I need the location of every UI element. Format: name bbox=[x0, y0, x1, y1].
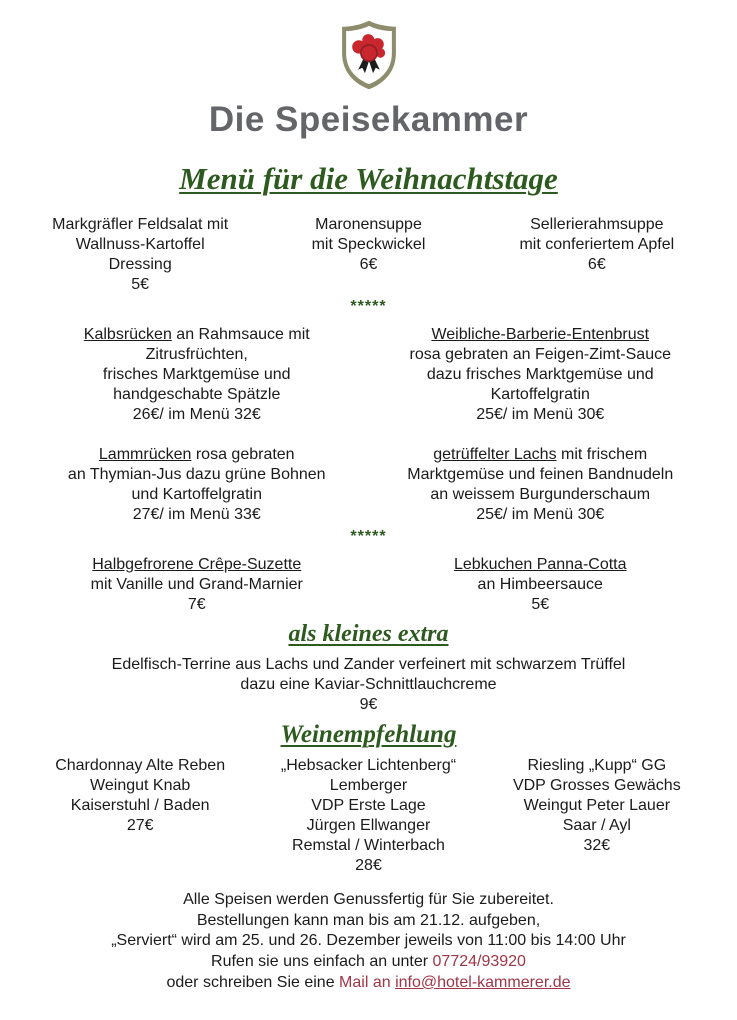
dish-price: 5€ bbox=[131, 275, 150, 293]
footer-line-serving-times: „Serviert“ wird am 25. und 26. Dezember jeweils von 11:00 bis 14:00 Uhr bbox=[111, 932, 626, 950]
wine-heading: Weinempfehlung bbox=[280, 720, 457, 748]
phone-prefix: Rufen sie uns einfach an unter bbox=[211, 953, 429, 971]
main-item-lammruecken bbox=[30, 445, 364, 525]
wine-line: Chardonnay Alte Reben bbox=[55, 756, 226, 774]
shield-roses-crest-icon bbox=[335, 18, 403, 92]
mail-prefix: oder schreiben Sie eine bbox=[166, 973, 335, 991]
footer-line-phone bbox=[30, 952, 707, 973]
dish-line bbox=[30, 555, 364, 575]
mains-grid bbox=[30, 325, 707, 525]
dish-line: Sellerierahmsuppe bbox=[530, 215, 664, 233]
dish-price: 26€/ im Menü 32€ bbox=[132, 405, 261, 423]
dish-line bbox=[30, 325, 364, 345]
dish-name: getrüffelter Lachs bbox=[433, 445, 557, 463]
dish-line: dazu frisches Marktgemüse und bbox=[426, 365, 654, 383]
dish-price: 25€/ im Menü 30€ bbox=[476, 405, 605, 423]
dish-line: an weissem Burgunderschaum bbox=[430, 485, 651, 503]
dish-price: 5€ bbox=[531, 595, 550, 613]
main-item-lachs bbox=[374, 445, 708, 525]
dish-line: Dressing bbox=[108, 255, 172, 273]
dish-line: Markgräfler Feldsalat mit bbox=[52, 215, 229, 233]
starter-item-maronensuppe bbox=[258, 215, 478, 295]
footer-line-preparation: Alle Speisen werden Genussfertig für Sie zubereitet. bbox=[183, 890, 554, 908]
wines-row bbox=[30, 756, 707, 876]
desserts-row bbox=[30, 555, 707, 615]
dish-price: 6€ bbox=[587, 255, 606, 273]
page-title: Die Speisekammer bbox=[208, 100, 529, 139]
menu-heading: Menü für die Weihnachtstage bbox=[179, 160, 558, 196]
wine-line: VDP Erste Lage bbox=[311, 796, 426, 814]
dish-line: an Thymian-Jus dazu grüne Bohnen bbox=[67, 465, 326, 483]
wine-price: 27€ bbox=[126, 816, 154, 834]
divider-stars: ***** bbox=[350, 297, 387, 315]
dish-line bbox=[374, 325, 708, 345]
dish-price: 25€/ im Menü 30€ bbox=[476, 505, 605, 523]
dessert-item-pannacotta bbox=[374, 555, 708, 615]
dish-line: Maronensuppe bbox=[315, 215, 422, 233]
wine-line: Weingut Peter Lauer bbox=[523, 796, 671, 814]
dish-price: 9€ bbox=[359, 695, 378, 713]
dish-price: 27€/ im Menü 33€ bbox=[132, 505, 261, 523]
email-link[interactable]: info@hotel-kammerer.de bbox=[395, 973, 571, 991]
wine-item-chardonnay bbox=[30, 756, 250, 876]
dish-line: mit Vanille und Grand-Marnier bbox=[90, 575, 303, 593]
dish-line: an Himbeersauce bbox=[477, 575, 603, 593]
dish-price: 7€ bbox=[187, 595, 206, 613]
dish-name-suffix: an Rahmsauce mit bbox=[176, 325, 310, 343]
dish-name: Halbgefrorene Crêpe-Suzette bbox=[92, 555, 302, 573]
dish-line: handgeschabte Spätzle bbox=[113, 385, 281, 403]
dish-line bbox=[374, 555, 708, 575]
footer-info bbox=[30, 890, 707, 994]
dish-name: Kalbsrücken bbox=[83, 325, 172, 343]
wine-line: Saar / Ayl bbox=[562, 816, 631, 834]
phone-number: 07724/93920 bbox=[432, 953, 526, 971]
wine-line: Lemberger bbox=[329, 776, 408, 794]
wine-line: Riesling „Kupp“ GG bbox=[527, 756, 667, 774]
dish-line: mit conferiertem Apfel bbox=[519, 235, 675, 253]
dish-name: Weibliche-Barberie-Entenbrust bbox=[431, 325, 650, 343]
dish-name: Lebkuchen Panna-Cotta bbox=[453, 555, 627, 573]
dish-line: Wallnuss-Kartoffel bbox=[75, 235, 205, 253]
footer-line-order-deadline: Bestellungen kann man bis am 21.12. aufgeben, bbox=[196, 911, 541, 929]
dish-line: Marktgemüse und feinen Bandnudeln bbox=[407, 465, 674, 483]
wine-line: Remstal / Winterbach bbox=[292, 836, 445, 854]
dish-line bbox=[374, 445, 708, 465]
divider-stars: ***** bbox=[350, 527, 387, 545]
dish-line: Kartoffelgratin bbox=[490, 385, 590, 403]
mail-label: Mail an bbox=[339, 973, 391, 991]
dish-line: frisches Marktgemüse und bbox=[102, 365, 291, 383]
wine-line: VDP Grosses Gewächs bbox=[512, 776, 681, 794]
main-item-entenbrust bbox=[374, 325, 708, 425]
dish-line: und Kartoffelgratin bbox=[131, 485, 262, 503]
dish-price: 6€ bbox=[359, 255, 378, 273]
wine-line: Kaiserstuhl / Baden bbox=[70, 796, 210, 814]
wine-line: Jürgen Ellwanger bbox=[306, 816, 431, 834]
dish-name-suffix: rosa gebraten bbox=[195, 445, 295, 463]
dish-line: dazu eine Kaviar-Schnittlauchcreme bbox=[240, 675, 497, 693]
dish-line bbox=[30, 445, 364, 465]
dish-line: Zitrusfrüchten, bbox=[145, 345, 248, 363]
main-item-kalbsruecken bbox=[30, 325, 364, 425]
dish-line: rosa gebraten an Feigen-Zimt-Sauce bbox=[409, 345, 671, 363]
wine-price: 32€ bbox=[583, 836, 611, 854]
extra-heading: als kleines extra bbox=[288, 620, 449, 647]
wine-line: „Hebsacker Lichtenberg“ bbox=[280, 756, 457, 774]
wine-line: Weingut Knab bbox=[90, 776, 191, 794]
wine-price: 28€ bbox=[355, 856, 382, 874]
starter-item-sellerierahmsuppe bbox=[487, 215, 707, 295]
extra-item-terrine bbox=[30, 655, 707, 715]
wine-item-riesling bbox=[487, 756, 707, 876]
dish-name: Lammrücken bbox=[98, 445, 192, 463]
dessert-item-crepe bbox=[30, 555, 364, 615]
dish-name-suffix: mit frischem bbox=[561, 445, 648, 463]
logo bbox=[30, 18, 707, 92]
wine-item-lemberger bbox=[258, 756, 478, 876]
starters-row bbox=[30, 215, 707, 295]
footer-line-mail bbox=[30, 973, 707, 994]
dish-line: mit Speckwickel bbox=[311, 235, 426, 253]
starter-item-feldsalat bbox=[30, 215, 250, 295]
dish-line: Edelfisch-Terrine aus Lachs und Zander verfeinert mit schwarzem Trüffel bbox=[111, 655, 626, 673]
